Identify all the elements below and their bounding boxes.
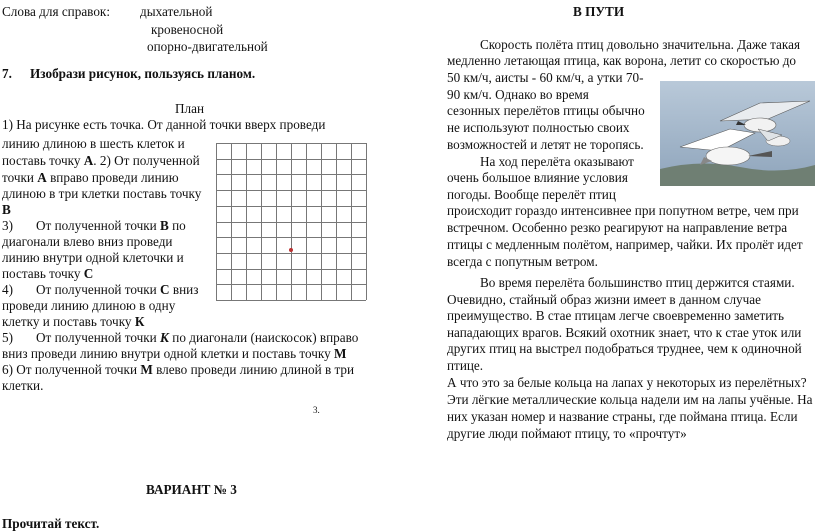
variant-heading: ВАРИАНТ № 3 (146, 482, 237, 497)
step5-line1: От полученной точки К по диагонали (наискосок) вправо (36, 330, 359, 345)
word-circulatory: кровеносной (151, 22, 224, 37)
grid-line-vertical (336, 143, 337, 300)
p4-line1: А что это за белые кольца на лапах у некоторых из перелётных? (447, 375, 807, 390)
step4-line2: проведи линию длиною в одну (2, 298, 176, 313)
page-number: 3. (313, 405, 320, 415)
grid-line-vertical (351, 143, 352, 300)
step6-line1: 6) От полученной точки М влево проведи линию длиной в три (2, 362, 355, 377)
p1-line6: не используют полностью своих (447, 120, 630, 135)
p1-line1: Скорость полёта птиц довольно значительна. Даже такая (480, 37, 801, 52)
p3-line5: других птиц на выстрел подобраться труднее, чем к одиночной (447, 341, 802, 356)
p2-line5: встречном. Особенно резко реагируют на направление ветра (447, 220, 788, 235)
p2-line7: всегда с попутным ветром. (447, 254, 598, 269)
grid-line-vertical (246, 143, 247, 300)
geese-photo (660, 81, 815, 186)
task7-title: Изобрази рисунок, пользуясь планом. (30, 66, 256, 81)
p1-line3: 50 км/ч, аисты - 60 км/ч, а утки 70- (447, 70, 644, 85)
p4-line2: Эти лёгкие металлические кольца надели им на лапы учёные. На (447, 392, 813, 407)
read-instruction: Прочитай текст. (2, 516, 100, 531)
p1-line2: медленно летающая птица, как ворона, летит со скоростью до (447, 53, 797, 68)
p2-line3: погоды. Вообще перелёт птиц (447, 187, 616, 202)
grid-line-vertical (231, 143, 232, 300)
word-respiratory: дыхательной (140, 4, 213, 19)
step3-line4: поставь точку С (2, 266, 94, 281)
step1-line4: точки А вправо проведи линию (2, 170, 179, 185)
p3-line4: нападающих врагов. Всякий охотник знает, что к стае уток или (447, 325, 802, 340)
p2-line1: На ход перелёта оказывают (480, 154, 634, 169)
grid-line-vertical (306, 143, 307, 300)
drawing-grid (216, 143, 366, 300)
p2-line2: очень большое влияние условия (447, 170, 628, 185)
step1-line5: длиною в три клетки поставь точку (2, 186, 202, 201)
p3-line2: Очевидно, стайный образ жизни имеет в данном случае (447, 292, 761, 307)
step4-line1: От полученной точки С вниз (36, 282, 199, 297)
grid-line-vertical (321, 143, 322, 300)
p3-line1: Во время перелёта большинство птиц держится стаями. (480, 275, 795, 290)
step1-line3: поставь точку А. 2) От полученной (2, 153, 200, 168)
step5-line2: вниз проведи линию внутри одной клетки и поставь точку М (2, 346, 347, 361)
start-point (289, 248, 293, 252)
step3-line2: диагонали влево вниз проведи (2, 234, 173, 249)
grid-line-vertical (276, 143, 277, 300)
p3-line6: птице. (447, 358, 484, 373)
step4-line3: клетку и поставь точку К (2, 314, 145, 329)
step1-line2: линию длиною в шесть клеток и (2, 136, 185, 151)
step3-line3: линию внутри одной клеточки и (2, 250, 184, 265)
p2-line4: происходит гораздо интенсивнее при попутном ветре, чем при (447, 203, 799, 218)
p4-line3: них указан номер и название страны, где поймана птица. Если (447, 409, 798, 424)
p2-line6: птицы с медленным полётом, например, чайки. Их пролёт идет (447, 237, 803, 252)
grid-line-vertical (261, 143, 262, 300)
grid-line-horizontal (216, 300, 366, 301)
plan-title: План (175, 101, 205, 116)
story-title: В ПУТИ (573, 4, 625, 19)
word-musculoskeletal: опорно-двигательной (147, 39, 268, 54)
words-label: Слова для справок: (2, 4, 110, 19)
p1-line4: 90 км/ч. Однако во время (447, 87, 589, 102)
p1-line7: возможностей и летят не торопясь. (447, 137, 644, 152)
p1-line5: сезонных перелётов птицы обычно (447, 103, 645, 118)
step3-number: 3) (2, 218, 13, 233)
grid-line-vertical (216, 143, 217, 300)
step1-line6: В (2, 202, 11, 217)
grid-line-vertical (366, 143, 367, 300)
step3-line1: От полученной точки В по (36, 218, 186, 233)
step1-line1: 1) На рисунке есть точка. От данной точки вверх проведи (2, 117, 326, 132)
p4-line4: другие люди поймают птицу, то «прочтут» (447, 426, 687, 441)
step4-number: 4) (2, 282, 13, 297)
task7-number: 7. (2, 66, 12, 81)
p3-line3: преимущество. В стае птицам легче своевременно заметить (447, 308, 785, 323)
grid-line-vertical (291, 143, 292, 300)
step6-line2: клетки. (2, 378, 44, 393)
step5-number: 5) (2, 330, 13, 345)
